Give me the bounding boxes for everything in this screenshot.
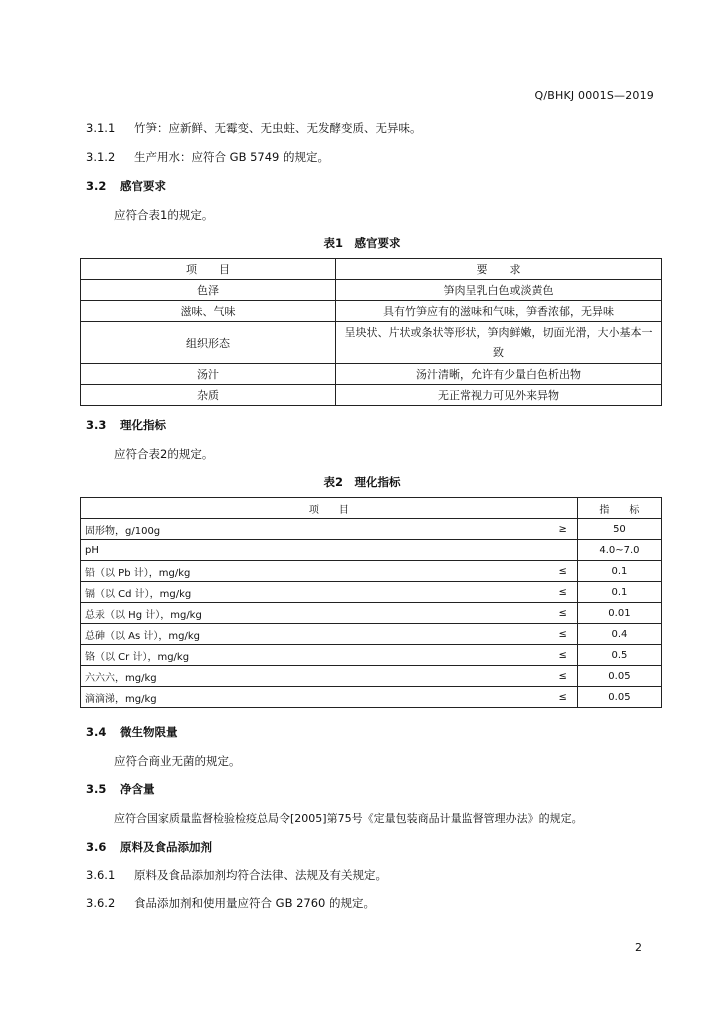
section-3-4-body: 应符合商业无菌的规定。 [114,754,241,768]
item-cell: 总砷（以 As 计），mg/kg [81,624,533,645]
table-row [81,561,662,582]
clause-text: 原料及食品添加剂均符合法律、法规及有关规定。 [134,868,387,882]
operator-cell: ≥ [533,519,578,540]
table-row [81,280,662,301]
item-cell: 色泽 [81,280,336,301]
value-cell: 0.5 [577,645,661,666]
section-3-5-heading [86,781,155,797]
value-cell: 0.1 [577,582,661,603]
header-item: 项 目 [81,259,336,280]
value-cell: 0.05 [577,666,661,687]
section-number: 3.4 [86,725,107,739]
table-row [81,582,662,603]
item-cell: 滋味、气味 [81,301,336,322]
item-cell: 六六六，mg/kg [81,666,533,687]
section-3-3-body: 应符合表2的规定。 [114,447,214,461]
item-cell: 镉（以 Cd 计），mg/kg [81,582,533,603]
table-row [81,624,662,645]
section-number: 3.3 [86,418,107,432]
item-cell: 组织形态 [81,322,336,364]
operator-cell: ≤ [533,561,578,582]
section-3-5-body: 应符合国家质量监督检验检疫总局令[2005]第75号《定量包装商品计量监督管理办法》的规定。 [114,812,583,825]
value-cell: 50 [577,519,661,540]
operator-cell [533,540,578,561]
table-row [81,603,662,624]
clause-text: 食品添加剂和使用量应符合 GB 2760 的规定。 [134,896,376,910]
value-cell: 4.0~7.0 [577,540,661,561]
table-header-row [81,259,662,280]
section-3-6-heading [86,839,212,855]
section-title: 净含量 [120,782,155,796]
section-title: 感官要求 [120,179,166,193]
page-number: 2 [635,941,642,954]
requirement-cell: 呈块状、片状或条状等形状，笋肉鲜嫩，切面光滑，大小基本一致 [336,322,662,364]
header-indicator: 指 标 [577,498,661,519]
clause-number: 3.1.2 [86,150,116,164]
clause-text: 生产用水：应符合 GB 5749 的规定。 [134,150,330,164]
value-cell: 0.1 [577,561,661,582]
clause-number: 3.6.1 [86,868,116,882]
clause-text: 竹笋：应新鲜、无霉变、无虫蛀、无发酵变质、无异味。 [134,121,422,135]
header-requirement: 要 求 [336,259,662,280]
operator-cell: ≤ [533,666,578,687]
item-cell: 汤汁 [81,364,336,385]
section-title: 理化指标 [120,418,166,432]
table-header-row [81,498,662,519]
table1-caption: 表1 感官要求 [323,236,401,250]
operator-cell: ≤ [533,645,578,666]
operator-cell: ≤ [533,582,578,603]
requirement-cell: 汤汁清晰，允许有少量白色析出物 [336,364,662,385]
section-number: 3.6 [86,840,107,854]
header-item: 项 目 [81,498,578,519]
table-row [81,645,662,666]
table-row [81,540,662,561]
item-cell: 杂质 [81,385,336,406]
sensory-requirements-table [80,258,662,406]
item-cell: 固形物，g/100g [81,519,533,540]
table-row [81,687,662,708]
table-row [81,385,662,406]
section-title: 原料及食品添加剂 [120,840,212,854]
section-number: 3.5 [86,782,107,796]
requirement-cell: 笋肉呈乳白色或淡黄色 [336,280,662,301]
standard-code: Q/BHKJ 0001S—2019 [534,89,654,102]
operator-cell: ≤ [533,603,578,624]
clause-3-6-1 [86,867,387,883]
item-cell: 总汞（以 Hg 计），mg/kg [81,603,533,624]
clause-number: 3.6.2 [86,896,116,910]
requirement-cell: 无正常视力可见外来异物 [336,385,662,406]
clause-number: 3.1.1 [86,121,116,135]
section-3-2-heading [86,178,166,194]
table2-caption: 表2 理化指标 [323,475,401,489]
table-row [81,364,662,385]
item-cell: 铅（以 Pb 计），mg/kg [81,561,533,582]
section-3-3-heading [86,417,166,433]
item-cell: pH [81,540,533,561]
table-row [81,519,662,540]
section-3-4-heading [86,724,178,740]
item-cell: 滴滴涕，mg/kg [81,687,533,708]
section-number: 3.2 [86,179,107,193]
physicochemical-indicators-table [80,497,662,708]
operator-cell: ≤ [533,687,578,708]
value-cell: 0.05 [577,687,661,708]
table-row [81,322,662,364]
value-cell: 0.4 [577,624,661,645]
clause-3-1-1 [86,120,422,136]
clause-3-6-2 [86,895,375,911]
item-cell: 铬（以 Cr 计），mg/kg [81,645,533,666]
section-3-2-body: 应符合表1的规定。 [114,208,214,222]
operator-cell: ≤ [533,624,578,645]
clause-3-1-2 [86,149,329,165]
table-row [81,666,662,687]
value-cell: 0.01 [577,603,661,624]
section-title: 微生物限量 [120,725,178,739]
table-row [81,301,662,322]
requirement-cell: 具有竹笋应有的滋味和气味，笋香浓郁，无异味 [336,301,662,322]
